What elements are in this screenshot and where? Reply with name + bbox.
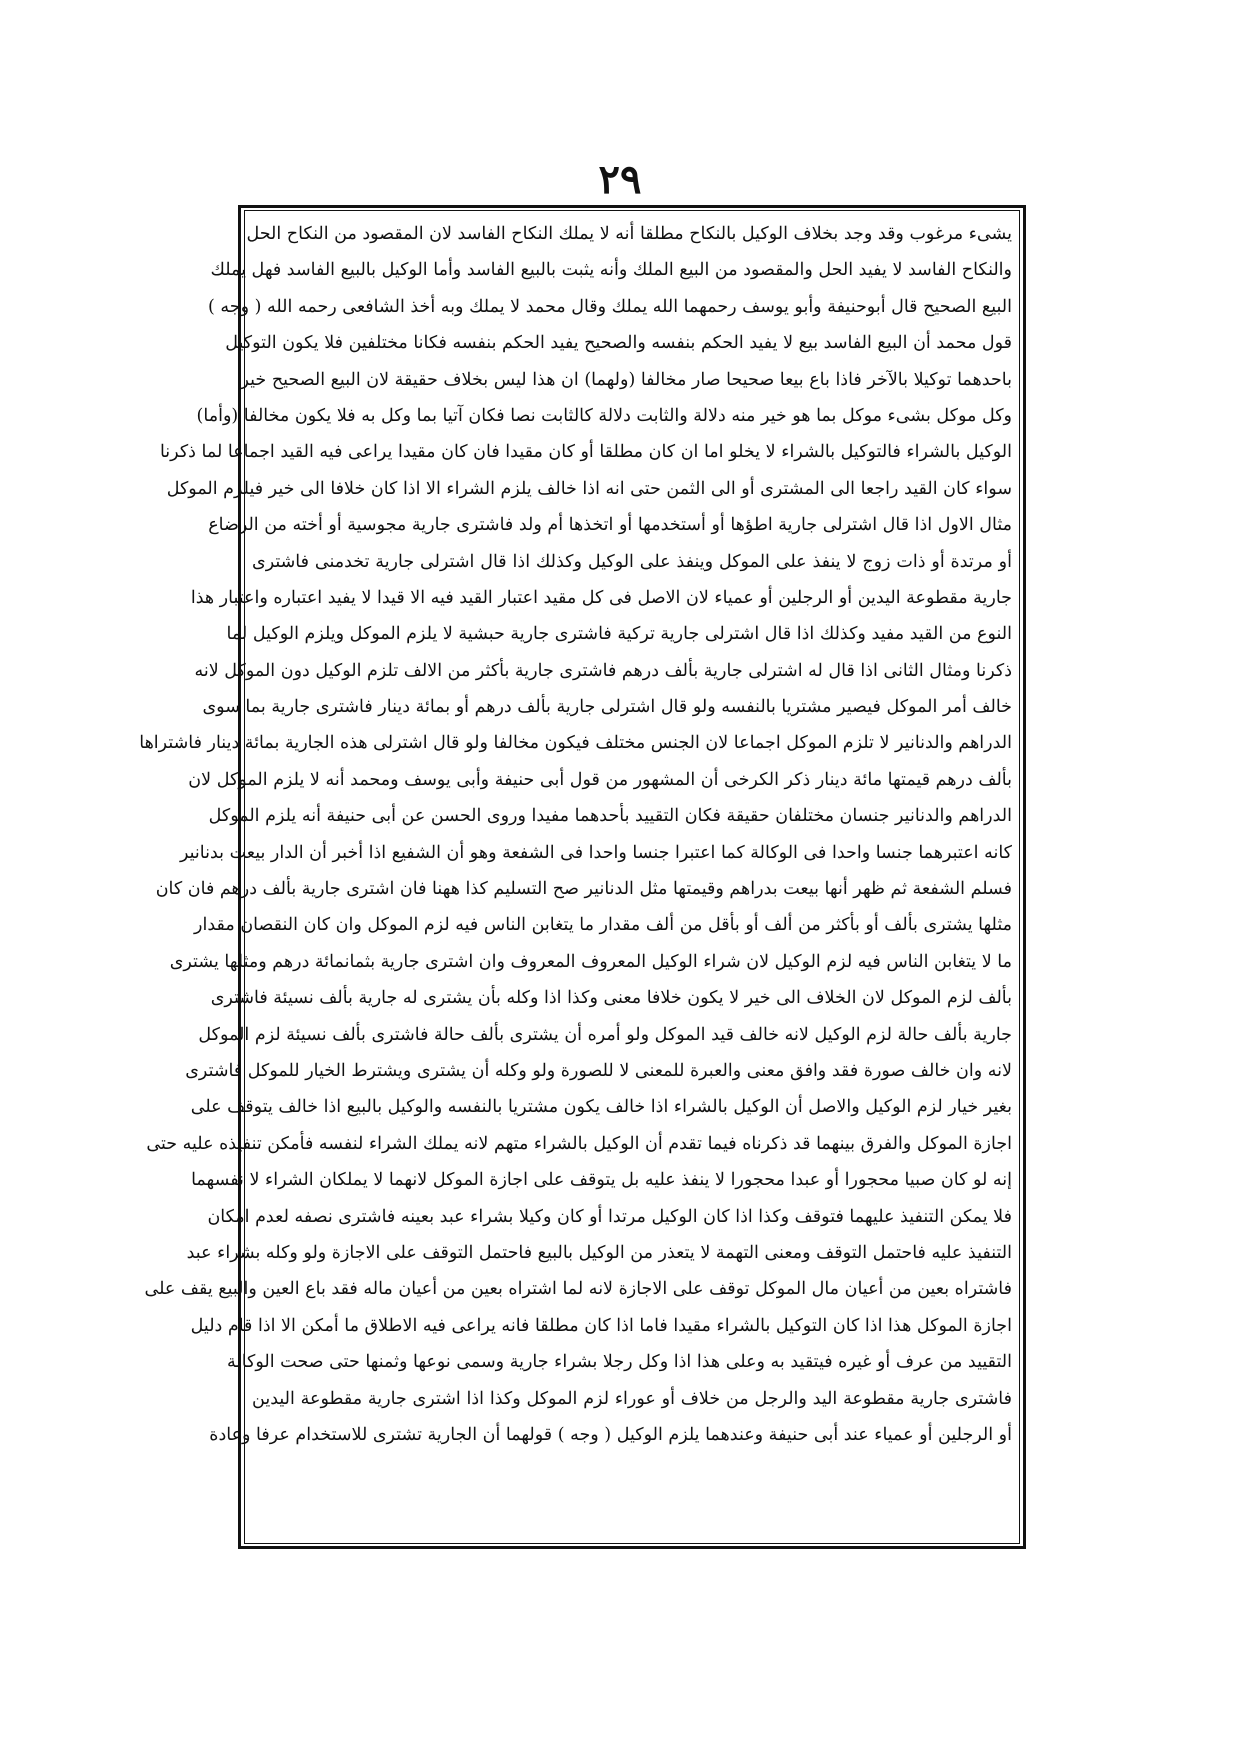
text-line: فسلم الشفعة ثم ظهر أنها بيعت بدراهم وقيمتها مثل الدنانير صح التسليم كذا ههنا فان اشترى جارية بألف درهم فان كان: [155, 879, 1012, 900]
text-line: سواء كان القيد راجعا الى المشترى أو الى الثمن حتى انه اذا خالف يلزم الشراء الا اذا كان خلافا الى خير فيلزم الموكل: [166, 478, 1012, 499]
text-line: ما لا يتغابن الناس فيه لزم الوكيل لان شراء الوكيل المعروف المعروف وان اشترى جارية بثمانمائة درهم ومثلها يشترى: [169, 951, 1012, 972]
text-line: الدراهم والدنانير جنسان مختلفان حقيقة فكان التقييد بأحدهما مفيدا وروى الحسن عن أبى حنيفة أنه يلزم الموكل: [208, 806, 1012, 827]
page-number: ٢٩: [598, 156, 642, 203]
text-line: فاشتراه بعين من أعيان مال الموكل توقف على الاجازة لانه لما اشتراه بعين من أعيان ماله فقد باع العين والبيع يقف على: [144, 1279, 1012, 1300]
text-line: الدراهم والدنانير لا تلزم الموكل اجماعا لان الجنس مختلف فيكون مخالفا ولو قال اشترلى هذه الجارية بمائة دينار فاشتراها: [139, 733, 1012, 754]
text-line: الوكيل بالشراء فالتوكيل بالشراء لا يخلو اما ان كان مطلقا أو كان مقيدا فان كان مقيدا يراعى فيه القيد اجماعا لما ذكرنا: [159, 442, 1012, 463]
text-line: وكل موكل بشىء موكل بما هو خير منه دلالة والثابت دلالة كالثابت نصا فكان آتيا بما وكل به فلا يكون مخالفا (وأما): [196, 405, 1012, 426]
text-line: التنفيذ عليه فاحتمل التوقف ومعنى التهمة لا يتعذر من الوكيل بالبيع فاحتمل التوقف على الاجازة ولو وكله بشراء عبد: [186, 1242, 1012, 1263]
text-line: إنه لو كان صبيا محجورا أو عبدا محجورا لا ينفذ عليه بل يتوقف على اجازة الموكل لانهما لا يملكان الشراء لا نفسهما: [191, 1170, 1012, 1191]
text-line: لانه وان خالف صورة فقد وافق معنى والعبرة للمعنى لا للصورة ولو وكله أن يشترى ويشترط الخيار للموكل فاشترى: [185, 1060, 1012, 1081]
text-line: أو الرجلين أو عمياء عند أبى حنيفة وعندهما يلزم الوكيل ( وجه ) قولهما أن الجارية تشترى للاستخدام عرفا وعادة: [209, 1424, 1012, 1445]
text-line: بألف درهم قيمتها مائة دينار ذكر الكرخى أن المشهور من قول أبى حنيفة وأبى يوسف ومحمد أنه لا يلزم الموكل لان: [188, 769, 1012, 790]
text-line: بغير خيار لزم الوكيل والاصل أن الوكيل بالشراء اذا خالف يكون مشتريا بالنفسه والوكيل بالبيع اذا خالف يتوقف على: [190, 1097, 1012, 1118]
text-line: مثلها يشترى بألف أو بأكثر من ألف أو بأقل من ألف مقدار ما يتغابن الناس فيه لزم الموكل وان كان النقصان مقدار: [194, 915, 1012, 936]
text-line: جارية بألف حالة لزم الوكيل لانه خالف قيد الموكل ولو أمره أن يشترى بألف حالة فاشترى بألف نسيئة لزم الموكل: [198, 1024, 1012, 1045]
text-line: باحدهما توكيلا بالآخر فاذا باع بيعا صحيحا صار مخالفا (ولهما) ان هذا ليس بخلاف حقيقة لان البيع الصحيح خير: [240, 369, 1012, 390]
text-line: اجازة الموكل هذا اذا كان التوكيل بالشراء مقيدا فاما اذا كان مطلقا فانه يراعى فيه الاطلاق ما أمكن الا اذا قام دليل: [190, 1315, 1012, 1336]
text-line: يشىء مرغوب وقد وجد بخلاف الوكيل بالنكاح مطلقا أنه لا يملك النكاح الفاسد لان المقصود من النكاح الحل: [246, 224, 1012, 244]
text-line: فاشترى جارية مقطوعة اليد والرجل من خلاف أو عوراء لزم الموكل وكذا اذا اشترى جارية مقطوعة اليدين: [252, 1388, 1012, 1409]
text-line: فلا يمكن التنفيذ عليهما فتوقف وكذا اذا كان الوكيل مرتدا أو كان وكيلا بشراء عبد بعينه فاشترى نصفه لعدم امكان: [207, 1206, 1012, 1227]
text-line: مثال الاول اذا قال اشترلى جارية اطؤها أو أستخدمها أو اتخذها أم ولد فاشترى جارية مجوسية أو أخته من الرضاع: [208, 515, 1012, 536]
text-line: قول محمد أن البيع الفاسد بيع لا يفيد الحكم بنفسه والصحيح يفيد الحكم بنفسه فكانا مختلفين فلا يكون التوكيل: [225, 333, 1012, 354]
text-line: النوع من القيد مفيد وكذلك اذا قال اشترلى جارية تركية فاشترى جارية حبشية لا يلزم الموكل ويلزم الوكيل لما: [226, 624, 1012, 645]
text-line: جارية مقطوعة اليدين أو الرجلين أو عمياء لان الاصل فى كل مقيد اعتبار القيد فيه الا قيدا لا يفيد اعتباره واعتبار هذا: [190, 587, 1012, 608]
text-line: ذكرنا ومثال الثانى اذا قال له اشترلى جارية بألف درهم فاشترى جارية بأكثر من الالف تلزم الوكيل دون الموكل لانه: [194, 660, 1012, 681]
text-line: والنكاح الفاسد لا يفيد الحل والمقصود من البيع الملك وأنه يثبت بالبيع الفاسد وأما الوكيل بالبيع الفاسد فهل يملك: [210, 260, 1012, 281]
text-line: اجازة الموكل والفرق بينهما قد ذكرناه فيما تقدم أن الوكيل بالشراء متهم لانه يملك الشراء لنفسه فأمكن تنفيذه عليه حتى: [146, 1133, 1012, 1154]
text-line: التقييد من عرف أو غيره فيتقيد به وعلى هذا اذا وكل رجلا بشراء جارية وسمى نوعها وثمنها حتى صحت الوكالة: [227, 1352, 1012, 1373]
text-line: أو مرتدة أو ذات زوج لا ينفذ على الموكل وينفذ على الوكيل وكذلك اذا قال اشترلى جارية تخدمنى فاشترى: [252, 551, 1012, 572]
text-line: خالف أمر الموكل فيصير مشتريا بالنفسه ولو قال اشترلى جارية بألف درهم أو بمائة دينار فاشترى جارية بما سوى: [202, 697, 1012, 718]
main-text-block: [139, 216, 1012, 1453]
text-line: البيع الصحيح قال أبوحنيفة وأبو يوسف رحمهما الله يملك وقال محمد لا يملك وبه أخذ الشافعى رحمه الله ( وجه ): [208, 296, 1012, 317]
text-line: كانه اعتبرهما جنسا واحدا فى الوكالة كما اعتبرا جنسا واحدا فى الشفعة وهو أن الشفيع اذا أخبر أن الدار بيعت بدنانير: [179, 842, 1012, 863]
text-line: بألف لزم الموكل لان الخلاف الى خير لا يكون خلافا معنى وكذا اذا وكله بأن يشترى له جارية بألف نسيئة فاشترى: [210, 988, 1012, 1009]
